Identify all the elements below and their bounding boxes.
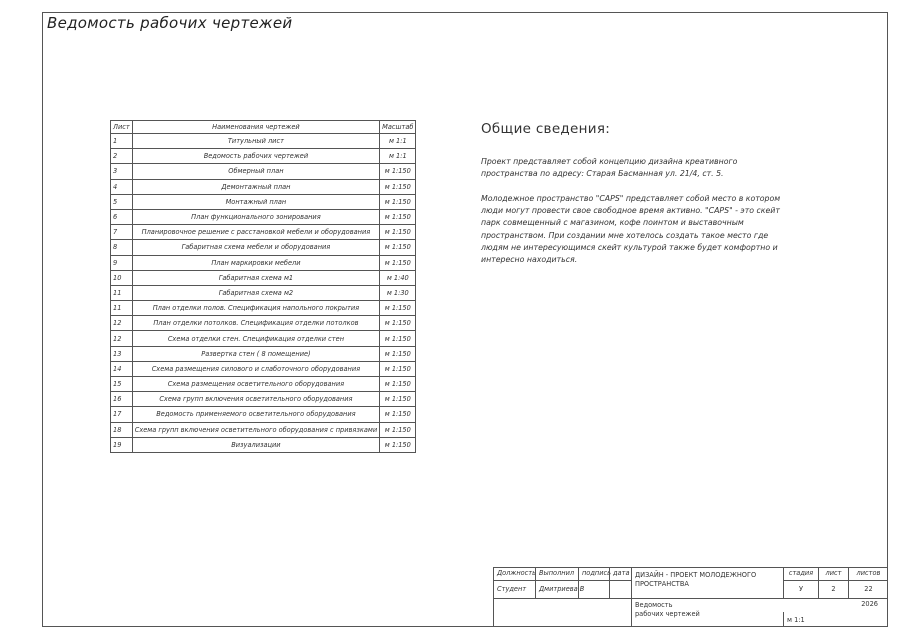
- table-row: [111, 377, 416, 392]
- table-row: [111, 149, 416, 164]
- stamp-drawing-name: Ведомость рабочих чертежей: [631, 598, 783, 627]
- stamp-date-cell: [609, 580, 631, 598]
- table-row: [111, 422, 416, 437]
- stamp-author: Дмитриева В: [535, 580, 578, 598]
- row-sheet-number: 6: [111, 209, 133, 224]
- row-scale: м 1:150: [380, 437, 416, 452]
- header-scale: Масштаб: [380, 121, 416, 134]
- stamp-sheets-label: листов: [848, 567, 888, 580]
- table-row: [111, 285, 416, 300]
- row-scale: м 1:150: [380, 240, 416, 255]
- table-row: [111, 270, 416, 285]
- row-scale: м 1:150: [380, 301, 416, 316]
- row-scale: м 1:150: [380, 346, 416, 361]
- row-drawing-name: План отделки потолков. Спецификация отделки потолков: [132, 316, 379, 331]
- row-scale: м 1:150: [380, 164, 416, 179]
- row-sheet-number: 13: [111, 346, 133, 361]
- row-drawing-name: Визуализации: [132, 437, 379, 452]
- stamp-stage: У: [783, 580, 818, 598]
- row-drawing-name: Габаритная схема мебели и оборудования: [132, 240, 379, 255]
- row-drawing-name: План отделки полов. Спецификация напольного покрытия: [132, 301, 379, 316]
- table-row: [111, 194, 416, 209]
- row-drawing-name: Демонтажный план: [132, 179, 379, 194]
- row-scale: м 1:1: [380, 134, 416, 149]
- stamp-stage-label: стадия: [783, 567, 818, 580]
- table-row: [111, 361, 416, 376]
- row-drawing-name: Ведомость рабочих чертежей: [132, 149, 379, 164]
- row-drawing-name: Схема групп включения осветительного оборудования: [132, 392, 379, 407]
- row-sheet-number: 15: [111, 377, 133, 392]
- stamp-year: 2026: [783, 598, 888, 612]
- table-row: [111, 316, 416, 331]
- stamp-role: Студент: [493, 580, 535, 598]
- row-sheet-number: 14: [111, 361, 133, 376]
- row-sheet-number: 10: [111, 270, 133, 285]
- stamp-sign-cell: [578, 580, 609, 598]
- table-row: [111, 392, 416, 407]
- row-sheet-number: 8: [111, 240, 133, 255]
- row-drawing-name: Схема размещения силового и слаботочного оборудования: [132, 361, 379, 376]
- row-drawing-name: Планировочное решение с расстановкой мебели и оборудования: [132, 225, 379, 240]
- stamp-col-sign: подпись: [578, 567, 609, 580]
- row-scale: м 1:150: [380, 377, 416, 392]
- row-sheet-number: 11: [111, 285, 133, 300]
- row-drawing-name: Развертка стен ( 8 помещение): [132, 346, 379, 361]
- header-name: Наименования чертежей: [132, 121, 379, 134]
- stamp-sheet-label: лист: [818, 567, 848, 580]
- table-row: [111, 179, 416, 194]
- stamp-col-done: Выполнил: [535, 567, 578, 580]
- title-block: [493, 567, 888, 627]
- row-sheet-number: 11: [111, 301, 133, 316]
- stamp-sheet: 2: [818, 580, 848, 598]
- row-sheet-number: 12: [111, 331, 133, 346]
- sheet-title: Ведомость рабочих чертежей: [47, 14, 293, 32]
- row-scale: м 1:150: [380, 361, 416, 376]
- row-sheet-number: 1: [111, 134, 133, 149]
- row-scale: м 1:150: [380, 209, 416, 224]
- row-drawing-name: Схема размещения осветительного оборудования: [132, 377, 379, 392]
- row-drawing-name: Монтажный план: [132, 194, 379, 209]
- row-sheet-number: 16: [111, 392, 133, 407]
- stamp-col-position: Должность: [493, 567, 535, 580]
- drawings-table: [110, 120, 416, 453]
- row-scale: м 1:150: [380, 225, 416, 240]
- table-row: [111, 209, 416, 224]
- table-row: [111, 255, 416, 270]
- row-scale: м 1:150: [380, 194, 416, 209]
- header-sheet: Лист: [111, 121, 133, 134]
- table-row: [111, 164, 416, 179]
- row-sheet-number: 5: [111, 194, 133, 209]
- row-drawing-name: Схема отделки стен. Спецификация отделки стен: [132, 331, 379, 346]
- row-sheet-number: 12: [111, 316, 133, 331]
- table-row: [111, 407, 416, 422]
- table-row: [111, 331, 416, 346]
- info-paragraph-2: Молодежное пространство "CAPS" представляет собой место в котором люди могут провести свое свободное время активно. "CAPS" - это скейт парк совмещенный с магазином, кофе поинтом и выставочным пространством. При создании мне хотелось создать такое место где людям не интересующимся скейт культурой также будет комфортно и интересно находиться.: [481, 194, 781, 265]
- table-row: [111, 301, 416, 316]
- table-row: [111, 346, 416, 361]
- row-scale: м 1:30: [380, 285, 416, 300]
- row-sheet-number: 9: [111, 255, 133, 270]
- row-scale: м 1:150: [380, 407, 416, 422]
- stamp-sheets: 22: [848, 580, 888, 598]
- stamp-scale: м 1:1: [783, 612, 888, 627]
- row-sheet-number: 17: [111, 407, 133, 422]
- info-title: Общие сведения:: [481, 121, 611, 137]
- row-sheet-number: 18: [111, 422, 133, 437]
- row-drawing-name: Габаритная схема м1: [132, 270, 379, 285]
- row-drawing-name: Титульный лист: [132, 134, 379, 149]
- row-drawing-name: Обмерный план: [132, 164, 379, 179]
- row-scale: м 1:1: [380, 149, 416, 164]
- stamp-project: ДИЗАЙН - ПРОЕКТ МОЛОДЕЖНОГО ПРОСТРАНСТВА: [631, 567, 783, 598]
- table-header-row: [111, 121, 416, 134]
- row-drawing-name: Схема групп включения осветительного оборудования с привязками: [132, 422, 379, 437]
- row-scale: м 1:150: [380, 331, 416, 346]
- row-scale: м 1:150: [380, 316, 416, 331]
- row-scale: м 1:150: [380, 179, 416, 194]
- table-row: [111, 240, 416, 255]
- table-row: [111, 437, 416, 452]
- row-drawing-name: Ведомость применяемого осветительного оборудования: [132, 407, 379, 422]
- row-scale: м 1:150: [380, 255, 416, 270]
- row-sheet-number: 2: [111, 149, 133, 164]
- row-scale: м 1:150: [380, 392, 416, 407]
- row-scale: м 1:150: [380, 422, 416, 437]
- row-drawing-name: Габаритная схема м2: [132, 285, 379, 300]
- info-paragraph-1: Проект представляет собой концепцию дизайна креативного пространства по адресу: Старая Басманная ул. 21/4, ст. 5.: [481, 157, 738, 179]
- row-scale: м 1:40: [380, 270, 416, 285]
- row-sheet-number: 3: [111, 164, 133, 179]
- table-row: [111, 134, 416, 149]
- table-row: [111, 225, 416, 240]
- row-sheet-number: 19: [111, 437, 133, 452]
- row-sheet-number: 4: [111, 179, 133, 194]
- stamp-empty-area: [493, 598, 631, 627]
- row-drawing-name: План маркировки мебели: [132, 255, 379, 270]
- row-drawing-name: План функционального зонирования: [132, 209, 379, 224]
- stamp-col-date: дата: [609, 567, 631, 580]
- row-sheet-number: 7: [111, 225, 133, 240]
